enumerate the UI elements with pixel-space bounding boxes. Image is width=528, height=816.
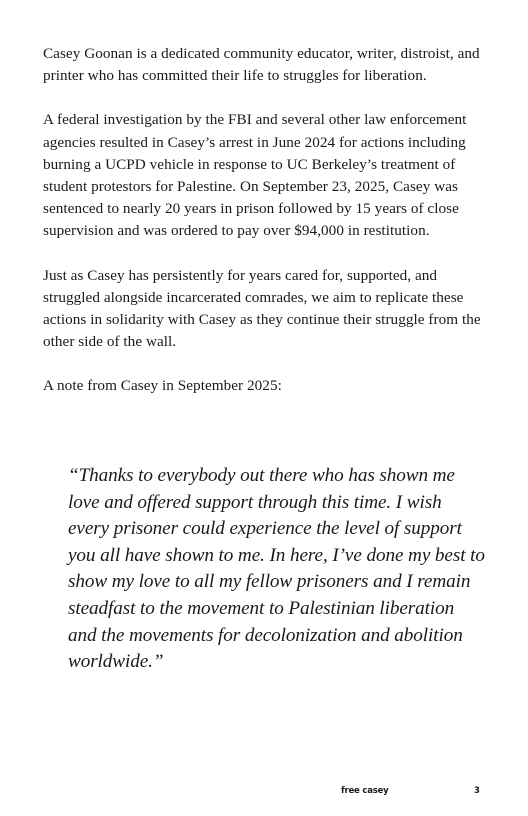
paragraph-note-intro: A note from Casey in September 2025: [43,377,282,395]
page-number: 3 [474,786,480,796]
paragraph-solidarity: Just as Casey has persistently for years cared for, supported, and struggled alongside incarcerated comrades, we aim to replicate these actions in solidarity with Casey as they continue their struggle from the other side of the wall. [43,266,481,351]
paragraph-intro: Casey Goonan is a dedicated community educator, writer, distroist, and printer who has committed their life to struggles for liberation. [43,45,480,85]
body-text [43,43,488,420]
paragraph-investigation: A federal investigation by the FBI and several other law enforcement agencies resulted in Casey’s arrest in June 2024 for actions including burning a UCPD vehicle in response to UC Berkeley’s treatment of student protestors for Palestine. On September 23, 2025, Casey was sentenced to nearly 20 years in prison followed by 15 years of close supervision and was ordered to pay over $94,000 in restitution. [43,111,467,240]
casey-quote: “Thanks to everybody out there who has shown me love and offered support through this time. I wish every prisoner could experience the level of support you all have shown to me. In here, I’ve done my best to show my love to all my fellow prisoners and I remain steadfast to the movement to Palestinian liberation and the movements for decolonization and abolition worldwide.” [68,465,485,673]
footer-title: free casey [341,786,389,796]
